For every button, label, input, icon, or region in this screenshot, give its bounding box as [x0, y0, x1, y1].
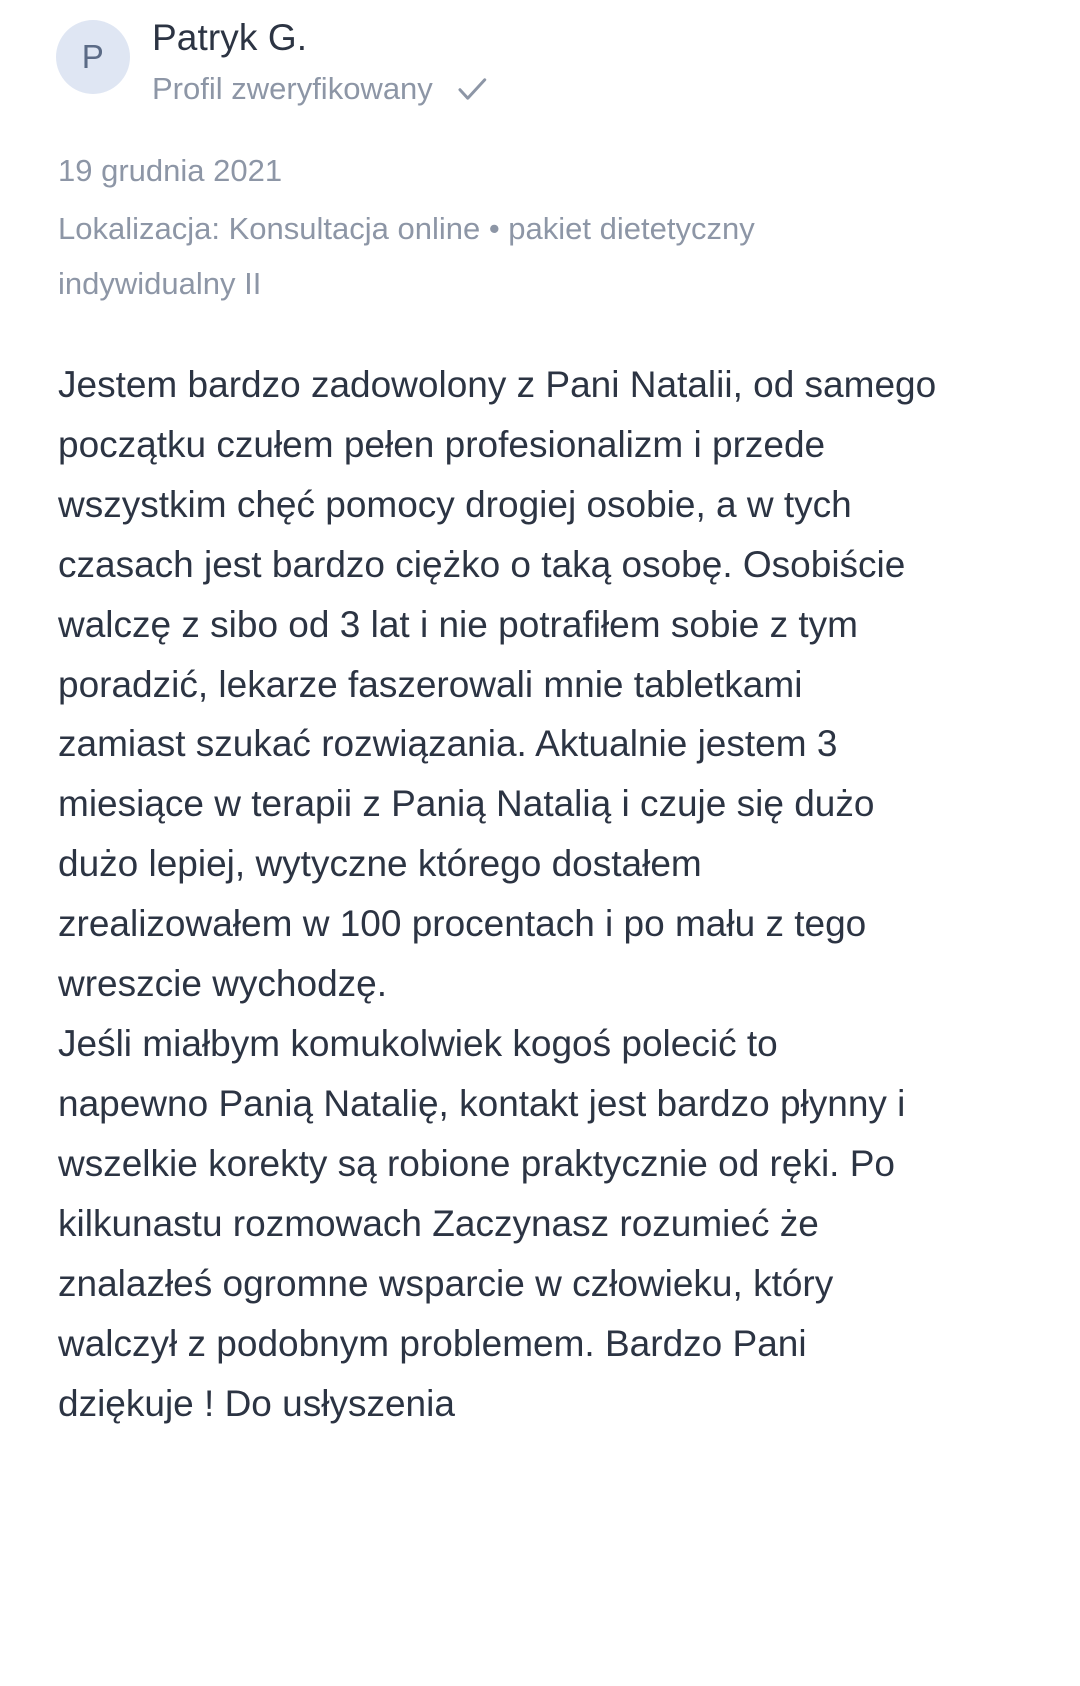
- review-date: 19 grudnia 2021: [58, 152, 283, 188]
- review-meta: [56, 152, 1020, 311]
- review-paragraph: Jestem bardzo zadowolony z Pani Natalii, od samego początku czułem pełen profesionalizm i przede wszystkim chęć pomocy drogiej osobie, a w tych czasach jest bardzo ciężko o taką osobę. Osobiście walczę z sibo od 3 lat i nie potrafiłem sobie z tym poradzić, lekarze faszerowali mnie tabletkami zamiast szukać rozwiązania. Aktualnie jestem 3 miesiące w terapii z Panią Natalią i czuje się dużo dużo lepiej, wytyczne którego dostałem zrealizowałem w 100 procentach i po mału z tego wreszcie wychodzę.: [58, 363, 937, 1005]
- review-header: [56, 14, 1020, 108]
- review-location: Lokalizacja: Konsultacja online • pakiet dietetyczny indywidualny II: [58, 211, 755, 301]
- review-text: [56, 355, 938, 1434]
- verified-label: Profil zweryfikowany: [152, 71, 433, 107]
- reviewer-info: [152, 14, 1020, 108]
- review-paragraph: Jeśli miałbym komukolwiek kogoś polecić to napewno Panią Natalię, kontakt jest bardzo płynny i wszelkie korekty są robione praktycznie od ręki. Po kilkunastu rozmowach Zaczynasz rozumieć że znalazłeś ogromne wsparcie w człowieku, który walczył z podobnym problemem. Bardzo Pani dziękuje ! Do usłyszenia: [58, 1023, 906, 1424]
- avatar: P: [56, 20, 130, 94]
- reviewer-name: Patryk G.: [152, 17, 308, 58]
- verified-row: [152, 70, 1020, 107]
- check-icon: [455, 72, 489, 106]
